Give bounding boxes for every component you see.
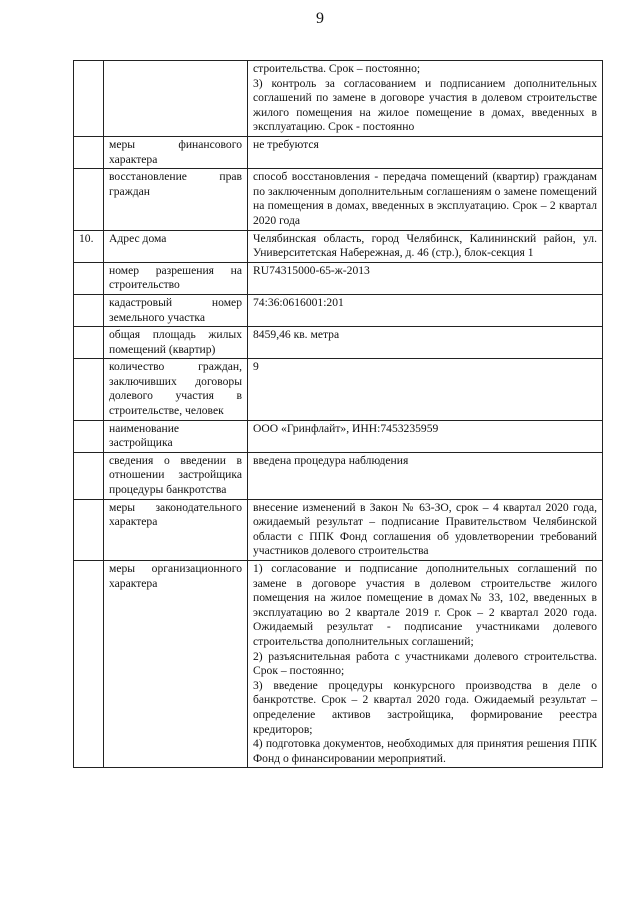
table-row (74, 327, 603, 359)
table-row (74, 262, 603, 294)
value-line: 1) согласование и подписание дополнительных соглашений по замене в договоре участия в долевом строительстве жилого помещения на жилое помещение в домах№ 33, 102, введенных в эксплуатацию во 2 квартале 2019 г. Срок – 2 квартал 2020 года. Ожидаемый результат - подписание участниками долевого строительства дополнительных соглашений; (253, 562, 597, 648)
row-label: наименование застройщика (104, 420, 248, 452)
row-value (248, 327, 603, 359)
row-label: сведения о введении в отношении застройщика процедуры банкротства (104, 452, 248, 499)
page-number: 9 (316, 10, 324, 27)
value-line: 8459,46 кв. метра (253, 328, 340, 342)
row-value (248, 359, 603, 420)
row-value (248, 499, 603, 560)
table-row (74, 452, 603, 499)
row-label: общая площадь жилых помещений (квартир) (104, 327, 248, 359)
row-number (74, 61, 104, 137)
row-number (74, 327, 104, 359)
row-label: меры финансового характера (104, 136, 248, 168)
row-label: Адрес дома (104, 230, 248, 262)
value-line: 3) введение процедуры конкурсного производства в деле о банкротстве. Срок – 2 квартал 2020 года. Ожидаемый результат – определение активов застройщика, формирование реестра кредиторов; (253, 678, 597, 736)
table-row (74, 61, 603, 137)
row-label: количество граждан, заключивших договоры долевого участия в строительстве, человек (104, 359, 248, 420)
value-line: 4) подготовка документов, необходимых для принятия решения ППК Фонд о финансировании мероприятий. (253, 737, 597, 765)
value-line: внесение изменений в Закон № 63-ЗО, срок – 4 квартал 2020 года, ожидаемый результат – подписание Правительством Челябинской области с ППК Фонд соглашения об удовлетворении требований участников долевого строительства (253, 500, 597, 558)
row-value (248, 294, 603, 326)
table-row (74, 294, 603, 326)
row-label: меры законодательного характера (104, 499, 248, 560)
row-number: 10. (74, 230, 104, 262)
value-line: RU74315000-65-ж-2013 (253, 263, 370, 277)
table-row (74, 420, 603, 452)
row-number (74, 561, 104, 768)
value-line: ООО «Гринфлайт», ИНН:7453235959 (253, 421, 439, 435)
row-value (248, 420, 603, 452)
row-number (74, 452, 104, 499)
row-number (74, 359, 104, 420)
value-line: Челябинская область, город Челябинск, Калининский район, ул. Университетская Набережная, д. 46 (стр.), блок-секция 1 (253, 231, 597, 260)
row-number (74, 294, 104, 326)
table-row (74, 359, 603, 420)
row-value (248, 452, 603, 499)
row-value (248, 230, 603, 262)
value-line: 3) контроль за согласованием и подписанием дополнительных соглашений по замене в договоре участия в долевом строительстве жилого помещения на жилое помещение в домах, введенных в эксплуатацию. Срок - постоянно (253, 76, 597, 134)
row-number (74, 420, 104, 452)
row-value (248, 262, 603, 294)
table-row (74, 561, 603, 768)
row-number (74, 169, 104, 230)
row-value (248, 61, 603, 137)
value-line: введена процедура наблюдения (253, 453, 409, 467)
value-line: 2) разъяснительная работа с участниками долевого строительства. Срок – постоянно; (253, 649, 597, 678)
row-label: номер разрешения на строительство (104, 262, 248, 294)
row-value (248, 136, 603, 168)
value-line: строительства. Срок – постоянно; (253, 62, 421, 75)
row-label: кадастровый номер земельного участка (104, 294, 248, 326)
row-value (248, 561, 603, 768)
value-line: не требуются (253, 137, 319, 151)
value-line: 9 (253, 360, 259, 374)
table-row (74, 136, 603, 168)
value-line: 74:36:0616001:201 (253, 295, 344, 309)
row-number (74, 262, 104, 294)
row-number (74, 136, 104, 168)
row-number (74, 499, 104, 560)
row-label: меры организационного характера (104, 561, 248, 768)
measures-table (73, 60, 603, 768)
row-value (248, 169, 603, 230)
table-row (74, 230, 603, 262)
row-label (104, 61, 248, 137)
table-row (74, 169, 603, 230)
value-line: способ восстановления - передача помещений (квартир) гражданам по заключенным дополнительным соглашениям о замене помещений на помещения в домах, введенных в эксплуатацию. Срок – 2 квартал 2020 года (253, 170, 597, 227)
table-row (74, 499, 603, 560)
row-label: восстановление прав граждан (104, 169, 248, 230)
